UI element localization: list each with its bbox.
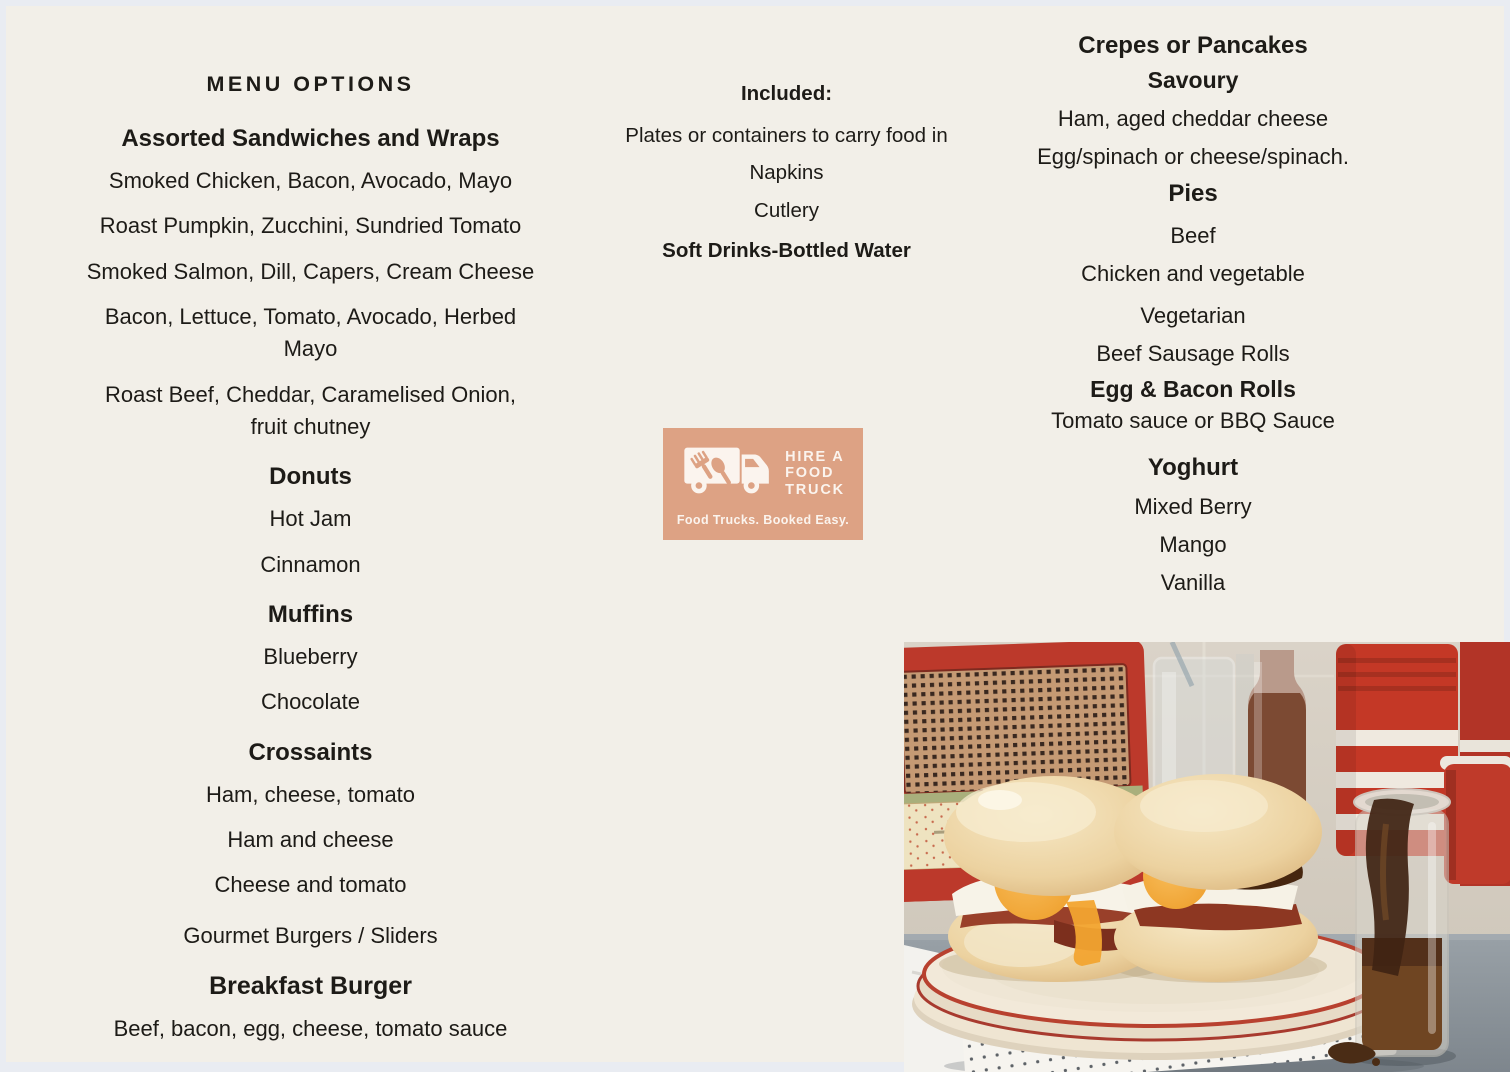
menu-item: Vegetarian	[1140, 302, 1246, 328]
section-donuts	[58, 463, 563, 581]
section-heading: Yoghurt	[1147, 454, 1239, 482]
menu-item: Chicken and vegetable	[1081, 260, 1305, 286]
logo-wordmark	[785, 449, 845, 499]
menu-item: Smoked Salmon, Dill, Capers, Cream Cheese	[86, 258, 535, 284]
middle-column	[594, 78, 979, 263]
included-item: Plates or containers to carry food in	[625, 124, 948, 147]
menu-item: Vanilla	[1160, 570, 1226, 596]
section-heading: Crossaints	[248, 738, 373, 766]
menu-item: Cinnamon	[260, 551, 361, 577]
right-column	[974, 32, 1412, 606]
section-croissants	[58, 739, 563, 952]
menu-item: Egg/spinach or cheese/spinach.	[1037, 143, 1349, 169]
section-heading: Assorted Sandwiches and Wraps	[121, 125, 500, 152]
section-heading: Crepes or Pancakes	[1078, 32, 1308, 59]
logo-line-1: HIRE A	[785, 448, 845, 465]
menu-item: Beef	[1170, 222, 1216, 248]
menu-item: Chocolate	[260, 689, 361, 715]
menu-item: Smoked Chicken, Bacon, Avocado, Mayo	[108, 168, 513, 193]
section-breakfast-burger	[58, 972, 563, 1045]
menu-item: Tomato sauce or BBQ Sauce	[1051, 408, 1335, 434]
menu-item: Bacon, Lettuce, Tomato, Avocado, Herbed Mayo	[104, 303, 517, 362]
egg-bacon-rolls-photo	[904, 642, 1510, 1072]
drinks-line: Soft Drinks-Bottled Water	[662, 238, 911, 262]
menu-item: Blueberry	[263, 643, 358, 669]
section-heading: Egg & Bacon Rolls	[1090, 376, 1296, 403]
menu-item: Ham and cheese	[227, 826, 394, 852]
section-sandwiches	[58, 125, 563, 443]
menu-item: Beef, bacon, egg, cheese, tomato sauce	[113, 1015, 508, 1041]
left-column	[58, 72, 563, 1058]
menu-item: Hot Jam	[269, 506, 352, 532]
menu-item: Beef Sausage Rolls	[1096, 340, 1290, 366]
menu-item: Roast Pumpkin, Zucchini, Sundried Tomato	[99, 213, 522, 239]
section-heading: Breakfast Burger	[209, 971, 412, 1000]
logo-line-3: TRUCK	[785, 481, 845, 498]
logo-line-2: FOOD	[785, 465, 835, 482]
section-heading: Savoury	[1147, 67, 1239, 93]
menu-item: Ham, cheese, tomato	[205, 781, 416, 807]
section-heading: Muffins	[267, 600, 354, 628]
menu-item: Mixed Berry	[1134, 494, 1252, 520]
logo-tagline: Food Trucks. Booked Easy.	[676, 513, 850, 527]
menu-page	[6, 6, 1504, 1062]
menu-title: MENU OPTIONS	[206, 72, 415, 96]
hire-a-food-truck-logo	[663, 428, 863, 540]
section-heading: Donuts	[269, 463, 352, 491]
included-heading: Included:	[740, 82, 833, 105]
menu-item: Ham, aged cheddar cheese	[1057, 106, 1329, 131]
section-heading: Pies	[1168, 179, 1218, 207]
included-item: Cutlery	[754, 198, 819, 222]
included-item: Napkins	[749, 161, 824, 185]
food-truck-icon	[681, 437, 779, 510]
menu-item: Gourmet Burgers / Sliders	[183, 922, 438, 948]
section-muffins	[58, 601, 563, 719]
menu-item: Roast Beef, Cheddar, Caramelised Onion, fruit chutney	[105, 381, 516, 439]
menu-item: Mango	[1159, 532, 1227, 558]
menu-item: Cheese and tomato	[214, 872, 407, 898]
